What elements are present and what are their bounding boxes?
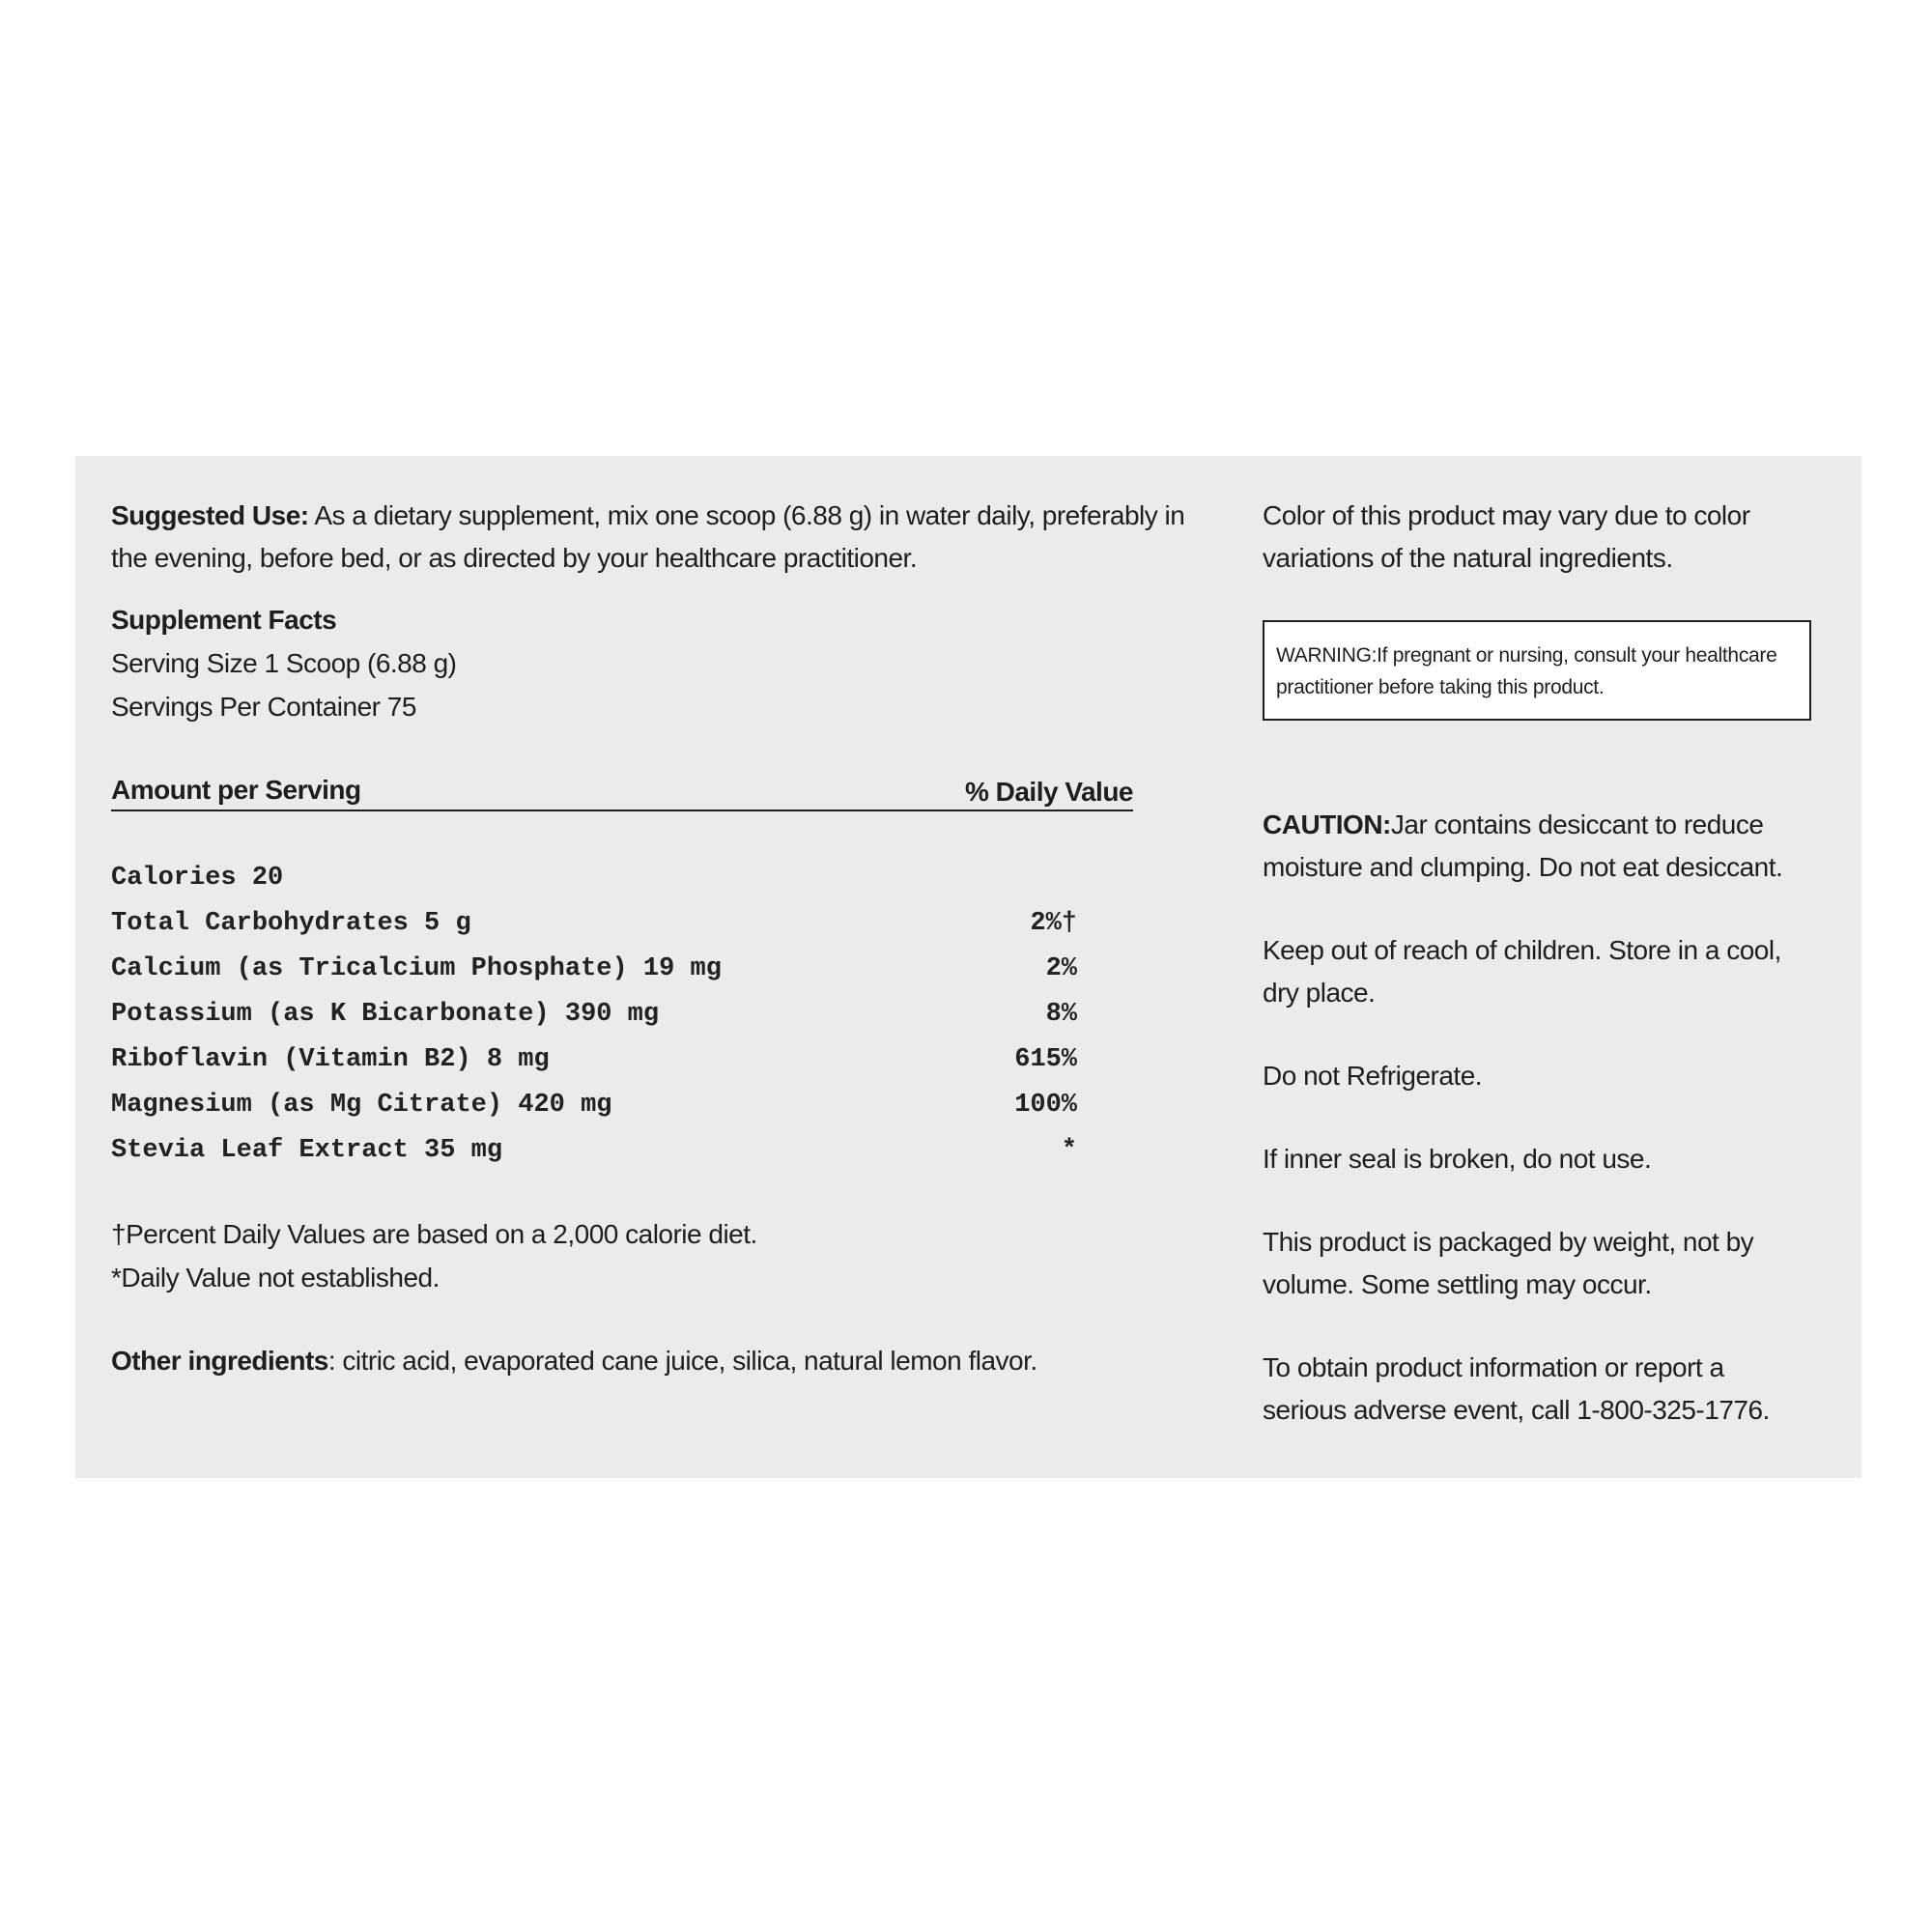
amount-header-row (111, 767, 1133, 811)
other-ingredients (111, 1340, 1222, 1382)
daily-value-header: % Daily Value (964, 777, 1133, 807)
nutrient-name: Total Carbohydrates 5 g (111, 909, 471, 938)
nutrient-row (111, 947, 1077, 992)
caution-text: Jar contains desiccant to reduce moisture and clumping. Do not eat desiccant. (1263, 810, 1783, 882)
servings-per-container: Servings Per Container 75 (111, 692, 416, 722)
nutrient-name: Calcium (as Tricalcium Phosphate) 19 mg (111, 954, 722, 983)
contact-note: To obtain product information or report a serious adverse event, call 1-800-325-1776. (1263, 1352, 1770, 1425)
nutrient-name: Magnesium (as Mg Citrate) 420 mg (111, 1091, 612, 1120)
nutrient-row (111, 901, 1077, 947)
serving-size: Serving Size 1 Scoop (6.88 g) (111, 648, 457, 678)
amount-per-serving-header: Amount per Serving (111, 771, 363, 811)
daily-value-not-established-note: *Daily Value not established. (111, 1263, 440, 1293)
nutrient-dv: 2%† (1030, 909, 1077, 938)
nutrient-row (111, 1037, 1077, 1083)
percent-daily-values-note: †Percent Daily Values are based on a 2,000 calorie diet. (111, 1219, 757, 1249)
suggested-use (111, 495, 1222, 580)
other-ingredients-label: Other ingredients (111, 1346, 328, 1376)
caution-label: CAUTION: (1263, 810, 1391, 839)
nutrient-dv: 100% (1014, 1091, 1077, 1120)
inner-seal-note: If inner seal is broken, do not use. (1263, 1144, 1652, 1174)
nutrient-dv: 615% (1014, 1045, 1077, 1074)
keep-out-note: Keep out of reach of children. Store in a cool, dry place. (1263, 935, 1781, 1008)
footnotes (111, 1212, 1222, 1299)
suggested-use-label: Suggested Use: (111, 500, 309, 530)
nutrient-dv: 8% (1045, 1000, 1077, 1029)
nutrient-name: Potassium (as K Bicarbonate) 390 mg (111, 1000, 660, 1029)
left-column (111, 495, 1222, 1382)
label-panel (75, 456, 1861, 1478)
nutrient-row (111, 1083, 1077, 1128)
other-ingredients-text: : citric acid, evaporated cane juice, silica, natural lemon flavor. (327, 1346, 1037, 1376)
right-column (1263, 495, 1813, 1432)
nutrient-name: Riboflavin (Vitamin B2) 8 mg (111, 1045, 550, 1074)
nutrient-table (111, 856, 1077, 1174)
nutrient-row (111, 1128, 1077, 1174)
supplement-facts-title: Supplement Facts (111, 605, 337, 635)
suggested-use-text: As a dietary supplement, mix one scoop (6.88 g) in water daily, preferably in the evening, before bed, or as directed by your healthcare practitioner. (111, 500, 1185, 573)
no-refrigerate-note: Do not Refrigerate. (1263, 1061, 1483, 1091)
warning-box: WARNING:If pregnant or nursing, consult your healthcare practitioner before taking this product. (1263, 620, 1811, 721)
nutrient-dv: * (1061, 1136, 1077, 1165)
caution-note (1263, 804, 1813, 889)
nutrient-name: Calories 20 (111, 864, 284, 893)
nutrient-row (111, 856, 1077, 901)
nutrient-name: Stevia Leaf Extract 35 mg (111, 1136, 503, 1165)
packaged-note: This product is packaged by weight, not by volume. Some settling may occur. (1263, 1227, 1754, 1299)
color-note: Color of this product may vary due to color variations of the natural ingredients. (1263, 500, 1750, 573)
nutrient-dv: 2% (1045, 954, 1077, 983)
nutrient-row (111, 992, 1077, 1037)
